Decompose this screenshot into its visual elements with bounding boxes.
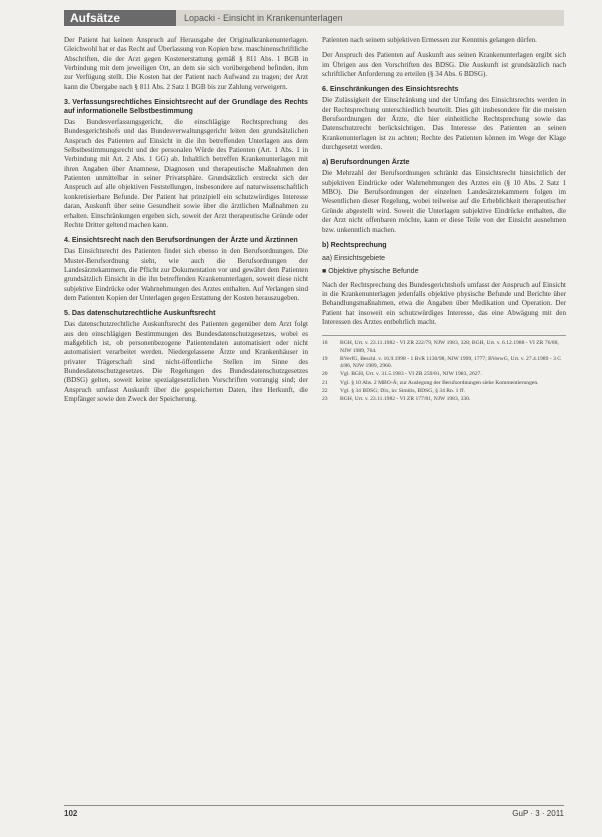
footnote <box>322 380 566 387</box>
paragraph: Das datenschutzrechtliche Auskunftsrecht des Patienten gegenüber dem Arzt folgt aus den einschlägigen Bestimmungen des Bundesdatenschutzgesetzes, wobei es maßgeblich ist, ob personenbezogene Patientendaten automatisiert oder nicht automatisiert verarbeitet werden. Niedergelassene Ärzte und Krankenhäuser in privater Trägerschaft sind nicht-öffentliche Stellen im Sinne des Bundesdatenschutzgesetzes. Die Regelungen des Bundesdatenschutzgesetzes (BDSG) gelten, soweit keine spezialgesetzlichen Vorschriften vorrangig sind; der Anspruch umfasst Auskunft über die gespeicherten Daten, ihre Herkunft, die Empfänger sowie den Zweck der Speicherung. <box>64 320 308 403</box>
bullet-heading <box>322 267 566 276</box>
footnote-number: 23 <box>322 396 328 403</box>
right-column <box>322 36 566 796</box>
footnote <box>322 356 566 371</box>
paragraph: Der Anspruch des Patienten auf Auskunft aus seinen Krankenunterlagen ergibt sich im Übrigen aus den Vorschriften des BDSG. Die Auskunft ist grundsätzlich nach schriftlicher Anforderung zu erteilen (§ 34 Abs. 6 BDSG). <box>322 51 566 79</box>
section-heading: 3. Verfassungsrechtliches Einsichtsrecht auf der Grundlage des Rechts auf informationelle Selbstbestimmung <box>64 98 308 116</box>
footnote-text: Vgl. § 10 Abs. 2 MBO-Ä; zur Auslegung der Berufsordnungen siehe Kommentierungen. <box>340 379 539 386</box>
footnote-number: 21 <box>322 379 328 386</box>
paragraph: Die Zulässigkeit der Einschränkung und der Umfang des Einsichtsrechts werden in der Rechtsprechung unterschiedlich beurteilt. Dies gilt insbesondere für die meisten Berufsordnungen der Ärzte, die hier einheitliche Rechtsprechung sowie das Datenschutzrecht berücksichtigen. Das Interesse des Patienten an seinen Krankenunterlagen ist zu achten; Rechte des Patienten können im Wege der Klage durchgesetzt werden. <box>322 96 566 152</box>
left-column <box>64 36 308 796</box>
page-footer <box>64 805 564 818</box>
journal-issue: GuP · 3 · 2011 <box>512 809 564 818</box>
section-heading: a) Berufsordnungen Ärzte <box>322 158 410 167</box>
section-heading: b) Rechtsprechung <box>322 240 387 249</box>
section-label: Aufsätze <box>64 10 176 26</box>
footnote <box>322 396 566 403</box>
page-number: 102 <box>64 809 78 818</box>
subsection-heading: aa) Einsichtsgebiete <box>322 254 386 262</box>
paragraph: Die Mehrzahl der Berufsordnungen schränkt das Einsichtsrecht hinsichtlich der subjektiven Eindrücke oder Wahrnehmungen des Arztes ein (§ 10 Abs. 2 Satz 1 MBO). Die Berufsordnungen der einzelnen Landesärztekammern folgen im Wesentlichen dieser Regelung, wobei teilweise auf die Erheblichkeit therapeutischer Gründe abgestellt wird. Soweit die Unterlagen subjektive Eindrücke enthalten, die der Arzt nicht offenbaren möchte, kann er diese Teile von der Einsicht ausnehmen bzw. unkenntlich machen. <box>322 169 566 234</box>
footnote-number: 22 <box>322 388 328 395</box>
footnote-text: BGH, Urt. v. 23.11.1982 - VI ZR 222/79, NJW 1983, 328; BGH, Urt. v. 6.12.1988 - VI ZR 76/88, NJW 1989, 764. <box>340 340 559 354</box>
footnote-number: 19 <box>322 355 328 362</box>
footnote-divider <box>322 335 566 336</box>
footnote-text: Vgl. BGH, Urt. v. 31.5.1983 - VI ZR 259/81, NJW 1983, 2627. <box>340 371 482 378</box>
square-bullet-icon: ■ <box>322 268 327 276</box>
footnotes <box>322 340 566 403</box>
paragraph: Das Bundesverfassungsgericht, die einschlägige Rechtsprechung des Bundesgerichtshofs und das Bundesverwaltungsgericht leiten den grundsätzlichen Anspruch des Patienten auf Einsicht in die ihn betreffenden Unterlagen aus dem Selbstbestimmungsrecht und der personalen Würde des Patienten (Art. 1 Abs. 1 in Verbindung mit Art. 2 Abs. 1 GG) ab. Inhaltlich betreffen Krankenunterlagen mit ihren Angaben über Anamnese, Diagnosen und therapeutische Maßnahmen den Patienten unmittelbar in seiner Privatsphäre. Grundsätzlich erstreckt sich der Anspruch auf alle objektiven Feststellungen, insbesondere auf naturwissenschaftlich konkretisierbare Befunde. Der Patient hat prinzipiell ein schutzwürdiges Interesse daran, Auskunft über seine Gesundheit sowie über die ärztlichen Maßnahmen zu erhalten. Einschränkungen ergeben sich, soweit der Arzt therapeutische Gründe oder Rechte Dritter geltend machen kann. <box>64 118 308 229</box>
paragraph: Nach der Rechtsprechung des Bundesgerichtshofs umfasst der Anspruch auf Einsicht in die Krankenunterlagen jedenfalls objektive physische Befunde und Berichte über Behandlungsmaßnahmen, etwa die Angaben über Medikation und Operation. Der Patient hat insoweit ein schutzwürdiges Interesse, das eine Abwägung mit den Interessen des Arztes entbehrlich macht. <box>322 280 566 326</box>
section-heading: 4. Einsichtsrecht nach den Berufsordnungen der Ärzte und Ärztinnen <box>64 236 298 245</box>
section-heading: 6. Einschränkungen des Einsichtsrechts <box>322 85 459 94</box>
footnote-number: 18 <box>322 340 328 347</box>
paragraph: Patienten nach seinem subjektiven Ermessen zur Kenntnis gelangen dürfen. <box>322 36 537 44</box>
footnote-text: BVerfG, Beschl. v. 16.9.1998 - 1 BvR 1130/98, NJW 1999, 1777; BVerwG, Urt. v. 27.4.1989 - 3 C 4/86, NJW 1989, 2960. <box>340 355 561 370</box>
footnote-number: 20 <box>322 371 328 378</box>
footnote <box>322 388 566 395</box>
footnote <box>322 340 566 355</box>
section-heading: 5. Das datenschutzrechtliche Auskunftsrecht <box>64 309 216 318</box>
running-header <box>64 10 564 26</box>
running-title: Lopacki - Einsicht in Krankenunterlagen <box>176 10 564 26</box>
paragraph: Das Einsichtsrecht des Patienten findet sich ebenso in den Berufsordnungen. Die Muster-Berufsordnung sieht, wie auch die Berufsordnungen der Landesärztekammern, die Pflicht zur Dokumentation vor und gewährt dem Patienten grundsätzlich Einsicht in die ihn betreffenden Krankenunterlagen, soweit diese nicht subjektive Eindrücke oder Wahrnehmungen des Arztes enthalten. Auf Verlangen sind dem Patienten Kopien der Unterlagen gegen Erstattung der Kosten herauszugeben. <box>64 247 308 302</box>
paragraph: Der Patient hat keinen Anspruch auf Herausgabe der Originalkrankenunterlagen. Gleichwohl hat er das Recht auf Überlassung von Kopien bzw. maschinenschriftliche Abschriften, die der Arzt gegen Kostenerstattung gemäß § 811 Abs. 1 BGB in Verbindung mit dem jeweiligen Ort, an dem sie sich vorübergehend befinden, ihm zur Verfügung stellt. Die Kosten hat der Patient nach Aufwand zu tragen; der Arzt kann die Übergabe nach § 811 Abs. 2 Satz 1 BGB bis zur Zahlung verweigern. <box>64 36 308 91</box>
footnote-text: Vgl. § 34 BDSG; Dix, in: Simitis, BDSG, § 34 Rn. 1 ff. <box>340 388 465 395</box>
footnote <box>322 371 566 378</box>
footnote-text: BGH, Urt. v. 23.11.1982 - VI ZR 177/81, NJW 1983, 330. <box>340 396 471 403</box>
bullet-label: Objektive physische Befunde <box>328 268 419 276</box>
